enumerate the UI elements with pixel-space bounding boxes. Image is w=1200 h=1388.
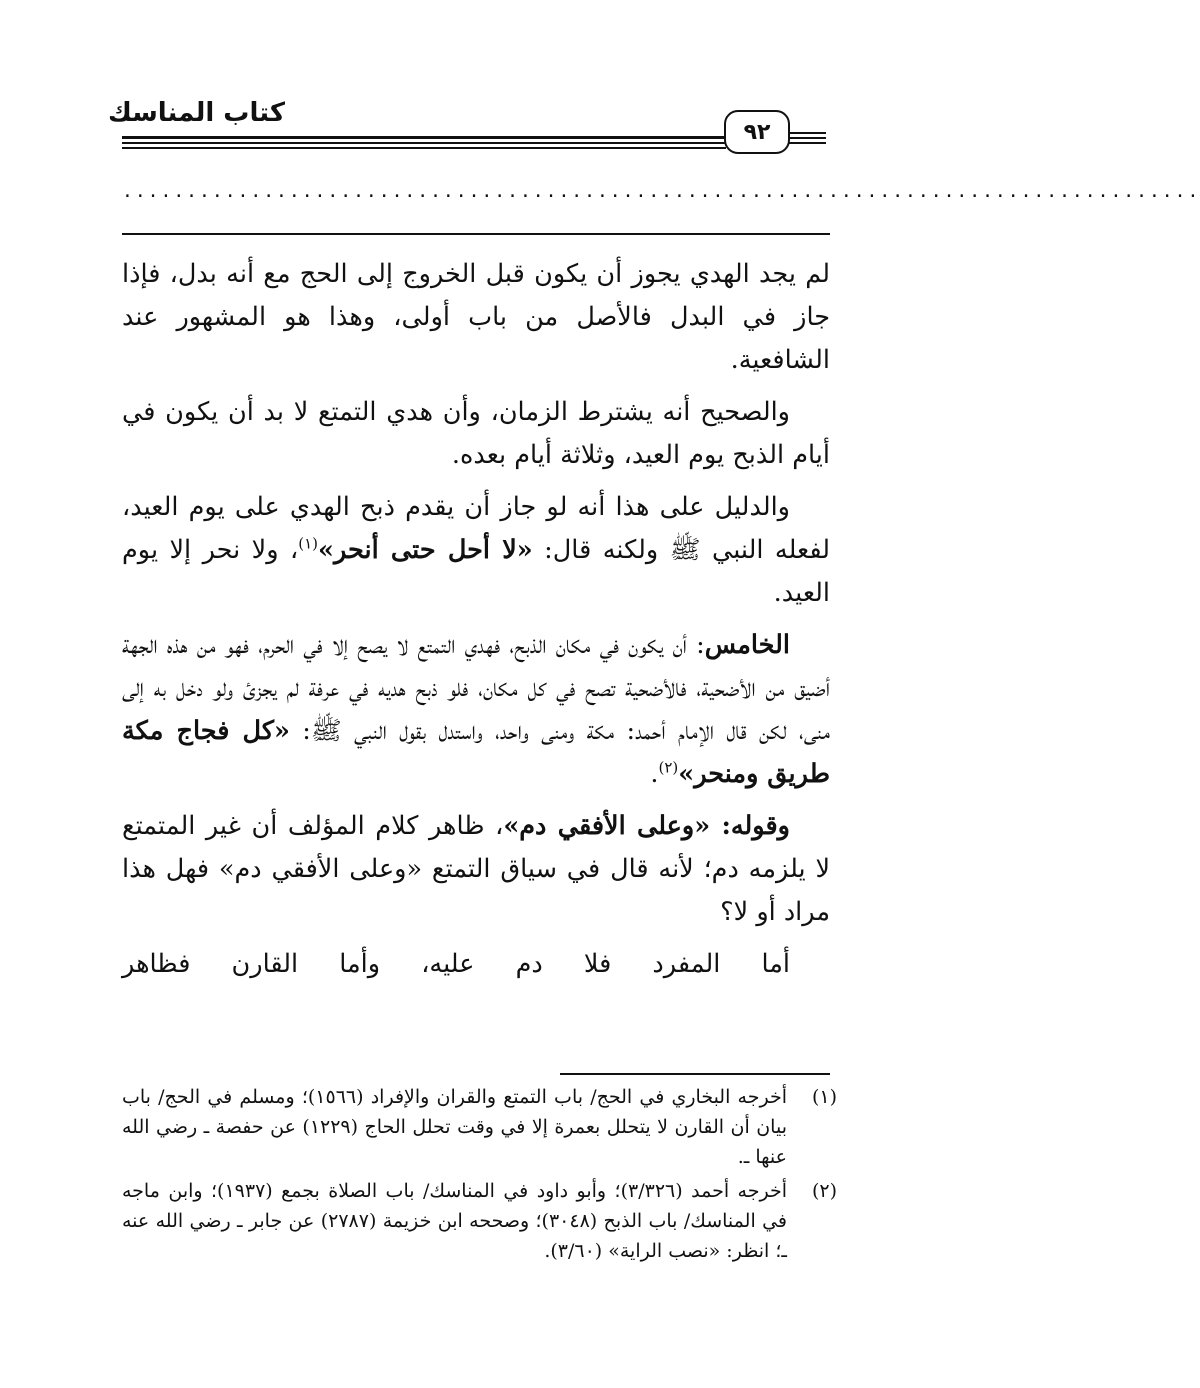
header-rule: [786, 137, 826, 139]
header-rule: [786, 142, 826, 144]
paragraph: [122, 391, 830, 477]
header-rule: [122, 142, 726, 144]
paragraph-text: ، ولا نحر إلا يوم العيد.: [122, 535, 830, 608]
paragraph: [122, 624, 830, 796]
paragraph: [122, 805, 830, 934]
paragraph: [122, 253, 830, 382]
running-header-title: كتاب المناسك: [108, 98, 285, 128]
paragraph-text: والدليل على هذا أنه لو جاز أن يقدم ذبح الهدي على يوم العيد، لفعله النبي ﷺ ولكنه قال:: [122, 492, 831, 565]
footnote: [122, 1082, 837, 1172]
dotted-separator: ....................................................................................: [122, 181, 1200, 202]
matn-quote: وقوله: «وعلى الأفقي دم»: [503, 811, 790, 841]
paragraph: [122, 943, 830, 986]
hadith-quote: «لا أحل حتى أنحر»: [318, 535, 533, 565]
paragraph-text: : أن يكون في مكان الذبح، فهدي التمتع لا يصح إلا في الحرم، فهو من هذه الجهة أضيق من الأضحية، فالأضحية تصح في كل مكان، فلو ذبح هديه في عرفة لم يجزئ ولو دخل به إلى منى، لكن قال الإمام أحمد: مكة ومنى واحد، واستدل بقول النبي ﷺ:: [122, 630, 831, 746]
text-top-rule: [122, 233, 830, 235]
hadith-quote: «كل فجاج مكة طريق ومنحر»: [122, 716, 830, 789]
paragraph-text: لم يجد الهدي يجوز أن يكون قبل الخروج إلى الحج مع أنه بدل، فإذا جاز في البدل فالأصل من باب أولى، وهذا هو المشهور عند الشافعية.: [122, 259, 830, 375]
paragraph-text: أما المفرد فلا دم عليه، وأما القارن فظاهر: [122, 949, 790, 979]
footnote-ref[interactable]: (٢): [658, 758, 679, 777]
section-keyword: الخامس: [704, 630, 790, 660]
paragraph-text: ، ظاهر كلام المؤلف أن غير المتمتع لا يلزمه دم؛ لأنه قال في سياق التمتع «وعلى الأفقي دم» فهل هذا مراد أو لا؟: [122, 811, 830, 927]
footnote: [122, 1176, 837, 1266]
paragraph-text: .: [650, 759, 659, 789]
footnote-rule: [560, 1073, 830, 1075]
footnotes: [122, 1082, 837, 1270]
footnote-text: أخرجه البخاري في الحج/ باب التمتع والقران والإفراد (١٥٦٦)؛ ومسلم في الحج/ باب بيان أن القارن لا يتحلل بعمرة إلا في وقت تحلل الحاج (١٢٢٩) عن حفصة ـ رضي الله عنها ـ.: [122, 1086, 787, 1168]
footnote-text: أخرجه أحمد (٣/٣٢٦)؛ وأبو داود في المناسك/ باب الصلاة بجمع (١٩٣٧)؛ وابن ماجه في المناسك/ باب الذبح (٣٠٤٨)؛ وصححه ابن خزيمة (٢٧٨٧) عن جابر ـ رضي الله عنه ـ؛ انظر: «نصب الراية» (٣/٦٠).: [122, 1180, 787, 1262]
main-text: [122, 253, 830, 995]
paragraph: [122, 486, 830, 615]
footnote-number: (٢): [811, 1180, 837, 1202]
page-number-badge: ٩٢: [724, 110, 790, 154]
header-rule: [786, 132, 826, 134]
header-rule: [122, 136, 726, 139]
paragraph-text: والصحيح أنه يشترط الزمان، وأن هدي التمتع لا بد أن يكون في أيام الذبح يوم العيد، وثلاثة أيام بعده.: [122, 397, 830, 470]
header-rule: [122, 147, 726, 149]
footnote-ref[interactable]: (١): [298, 534, 319, 553]
footnote-number: (١): [811, 1086, 837, 1108]
